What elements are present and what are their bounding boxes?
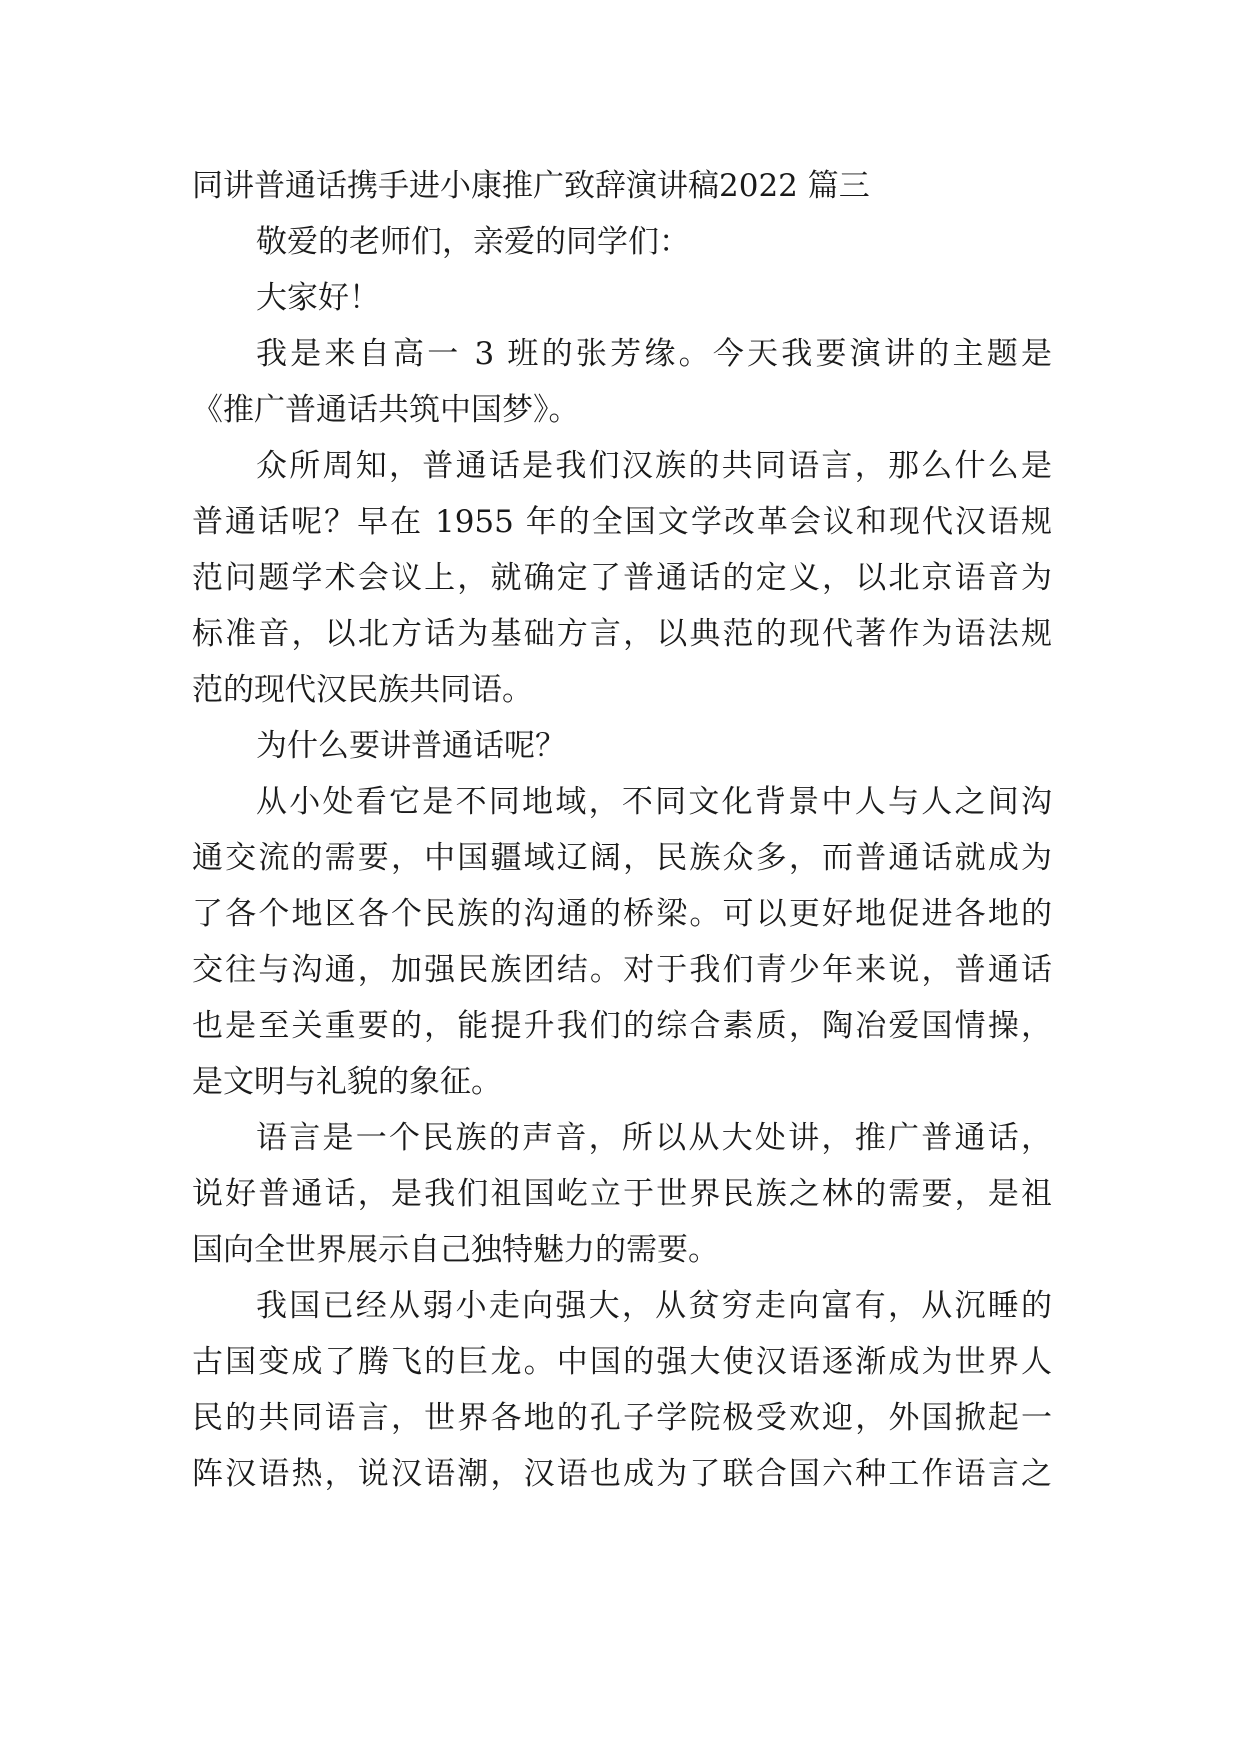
paragraph-line: 了各个地区各个民族的沟通的桥梁。可以更好地促进各地的: [192, 896, 1052, 932]
greeting-line: 大家好！: [256, 280, 380, 316]
document-title: 同讲普通话携手进小康推广致辞演讲稿2022 篇三: [192, 168, 870, 204]
paragraph-line: 阵汉语热，说汉语潮，汉语也成为了联合国六种工作语言之: [192, 1456, 1052, 1492]
salutation-line: 敬爱的老师们，亲爱的同学们：: [256, 224, 690, 260]
paragraph-line: 说好普通话，是我们祖国屹立于世界民族之林的需要，是祖: [192, 1176, 1052, 1212]
paragraph-line: 民的共同语言，世界各地的孔子学院极受欢迎，外国掀起一: [192, 1400, 1052, 1436]
paragraph-line: 古国变成了腾飞的巨龙。中国的强大使汉语逐渐成为世界人: [192, 1344, 1052, 1380]
paragraph-line: 标准音，以北方话为基础方言，以典范的现代著作为语法规: [192, 616, 1052, 652]
paragraph-line: 国向全世界展示自己独特魅力的需要。: [192, 1232, 719, 1268]
paragraph-line: 语言是一个民族的声音，所以从大处讲，推广普通话，: [256, 1120, 1052, 1156]
document-body: [192, 158, 1052, 1502]
paragraph-line: 也是至关重要的，能提升我们的综合素质，陶冶爱国情操，: [192, 1008, 1052, 1044]
paragraph-line: 普通话呢？早在 1955 年的全国文学改革会议和现代汉语规: [192, 504, 1052, 540]
paragraph-line: 我国已经从弱小走向强大，从贫穷走向富有，从沉睡的: [256, 1288, 1052, 1324]
paragraph-line: 通交流的需要，中国疆域辽阔，民族众多，而普通话就成为: [192, 840, 1052, 876]
paragraph-line: 是文明与礼貌的象征。: [192, 1064, 502, 1100]
paragraph-line: 从小处看它是不同地域，不同文化背景中人与人之间沟: [256, 784, 1052, 820]
paragraph-line: 《推广普通话共筑中国梦》。: [192, 392, 580, 428]
paragraph-line: 范问题学术会议上，就确定了普通话的定义，以北京语音为: [192, 560, 1052, 596]
paragraph-line: 我是来自高一 3 班的张芳缘。今天我要演讲的主题是: [256, 336, 1052, 372]
paragraph-line: 为什么要讲普通话呢？: [256, 728, 566, 764]
paragraph-line: 范的现代汉民族共同语。: [192, 672, 533, 708]
paragraph-line: 交往与沟通，加强民族团结。对于我们青少年来说，普通话: [192, 952, 1052, 988]
paragraph-line: 众所周知，普通话是我们汉族的共同语言，那么什么是: [256, 448, 1052, 484]
